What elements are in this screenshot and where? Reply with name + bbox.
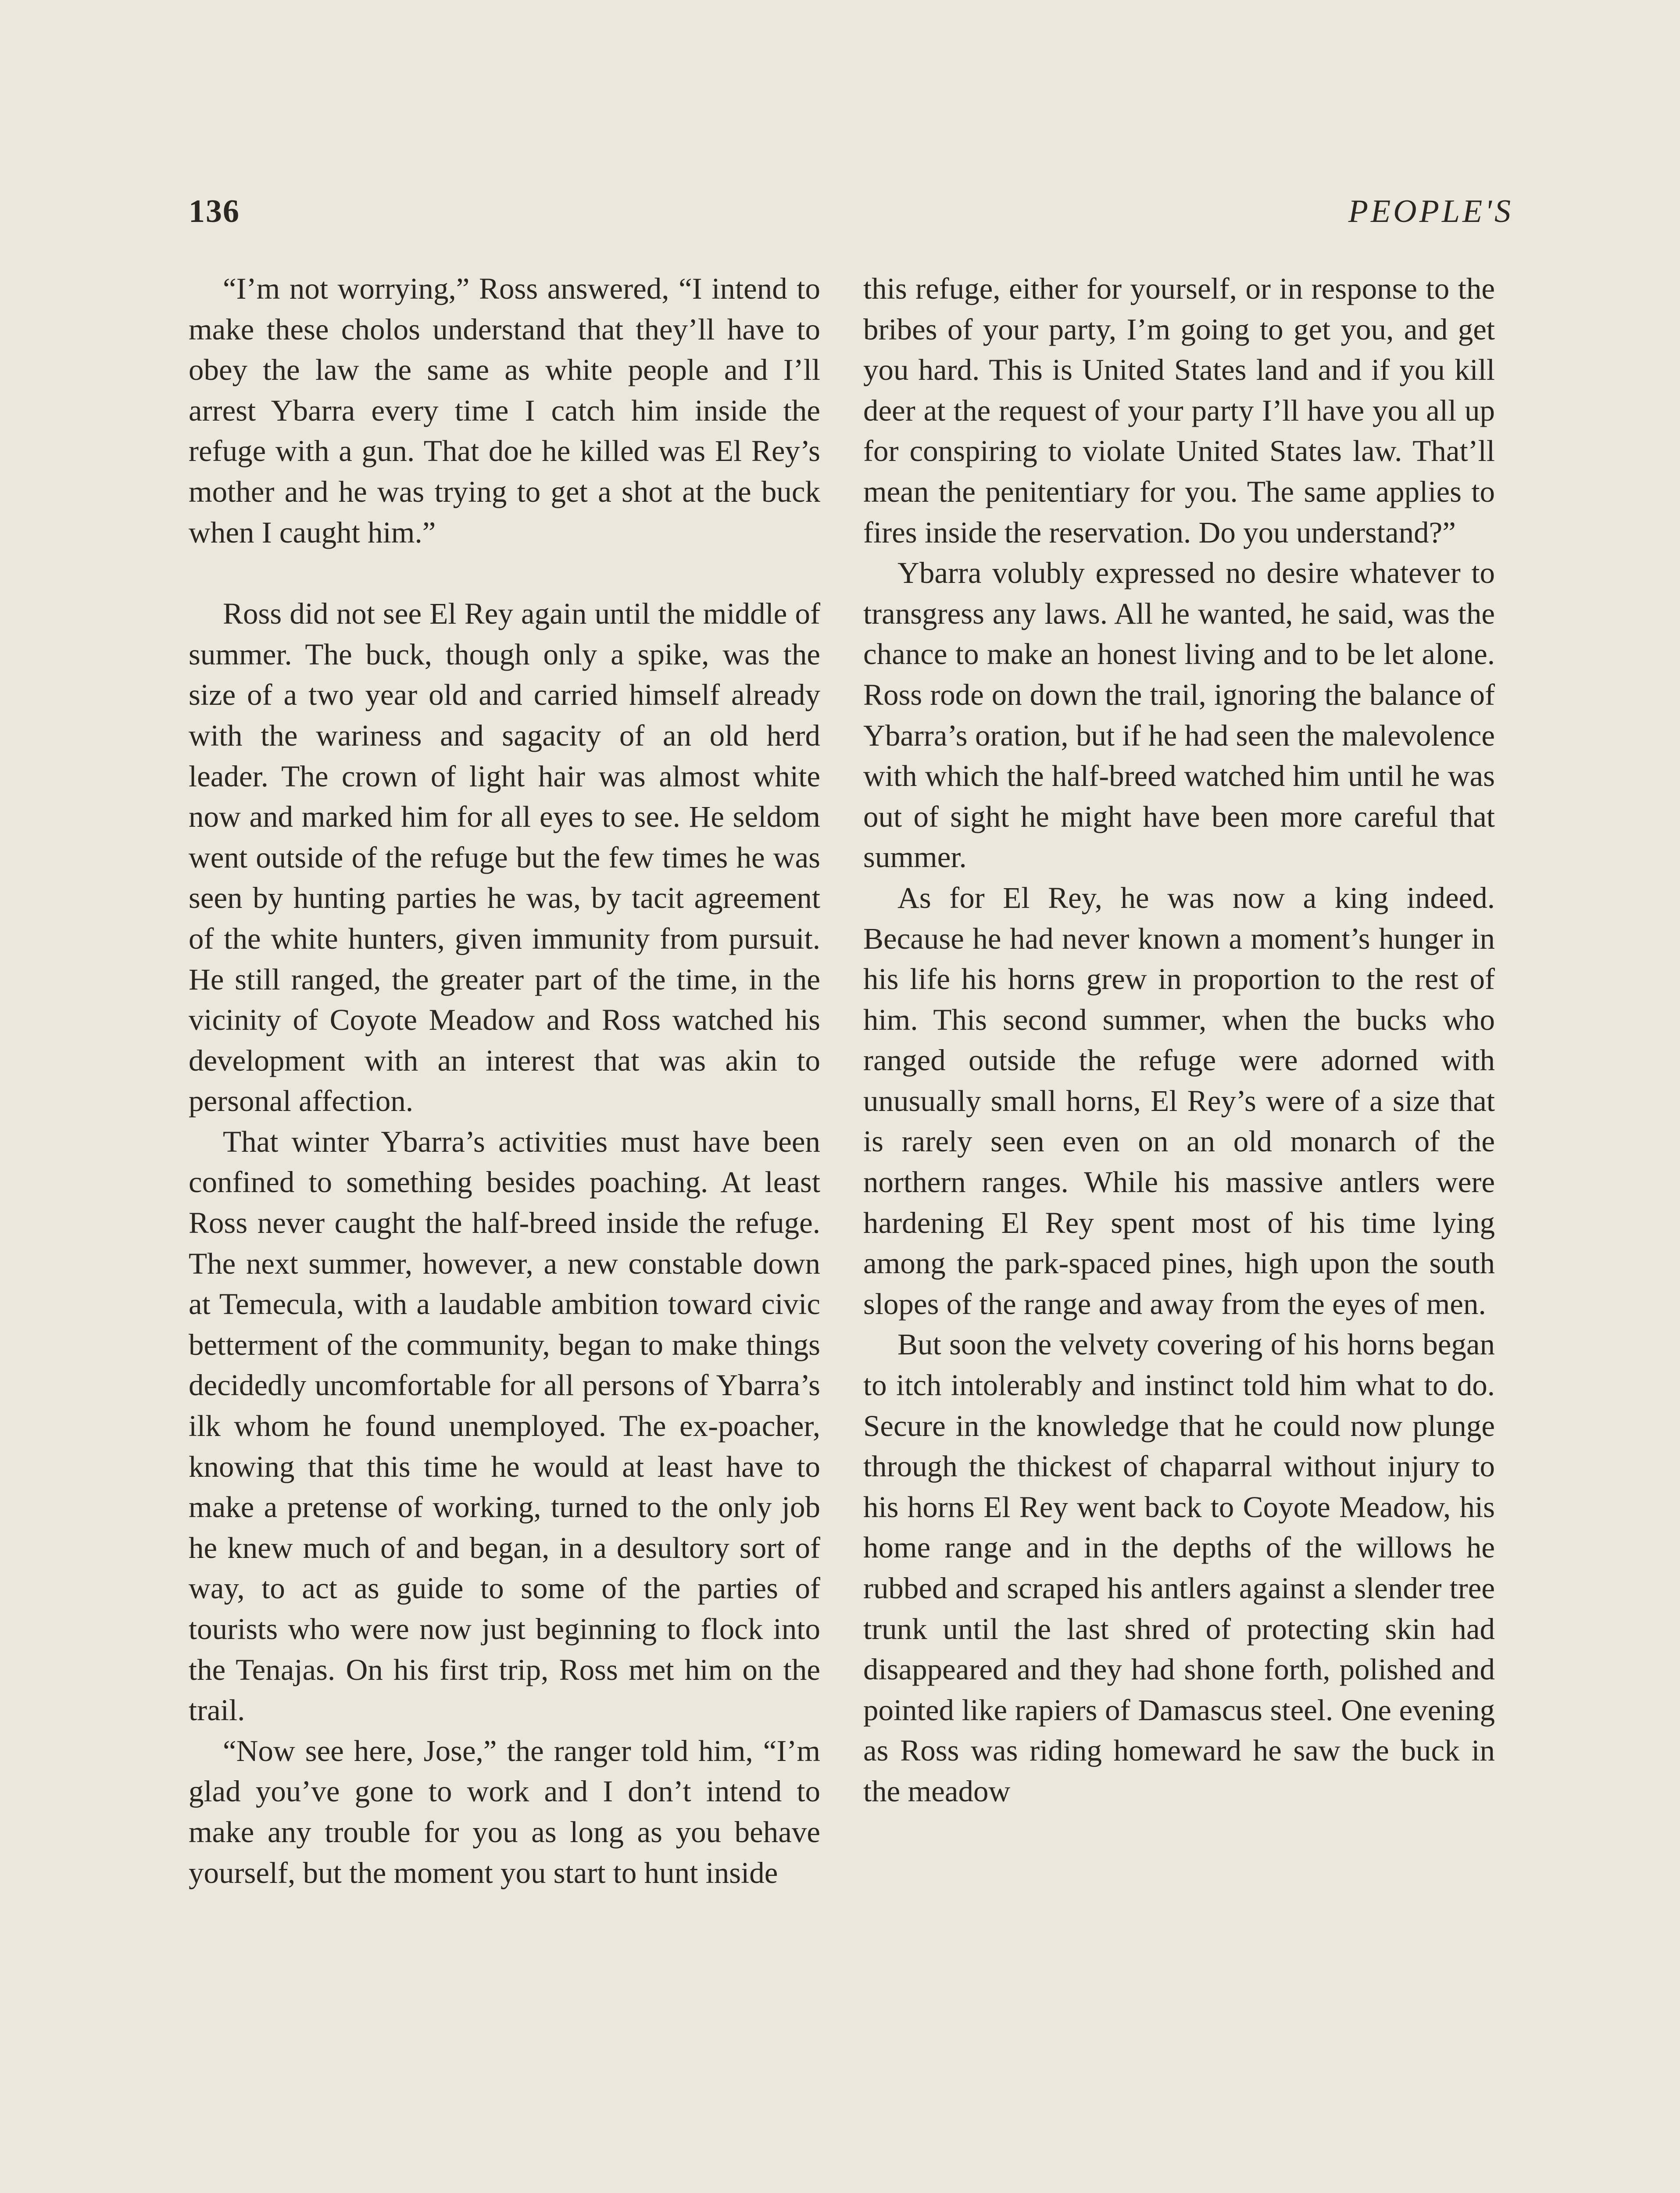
paragraph: As for El Rey, he was now a king indeed. Because he had never known a moment’s hunger in his life his horns grew in proportion to the rest of him. This second summer, when the bucks who ranged outside the refuge were adorned with unusually small horns, El Rey’s were of a size that is rarely seen even on an old monarch of the northern ranges. While his massive antlers were hardening El Rey spent most of his time lying among the park-spaced pines, high upon the south slopes of the range and away from the eyes of men. (863, 881, 1495, 1321)
paragraph: But soon the velvety covering of his horns began to itch intolerably and instinct told him what to do. Secure in the knowledge that he could now plunge through the thickest of chaparral without injury to his horns El Rey went back to Coyote Meadow, his home range and in the depths of the willows he rubbed and scraped his antlers against a slender tree trunk until the last shred of protecting skin had disappeared and they had shone forth, polished and pointed like rapiers of Damascus steel. One evening as Ross was riding homeward he saw the buck in the meadow (863, 1328, 1495, 1808)
paragraph: Ross did not see El Rey again until the middle of summer. The buck, though only a spike, was the size of a two year old and carried himself already with the wariness and sagacity of an old herd leader. The crown of light hair was almost white now and marked him for all eyes to see. He seldom went outside of the refuge but the few times he was seen by hunting parties he was, by tacit agreement of the white hunters, given immunity from pursuit. He still ranged, the greater part of the time, in the vicinity of Coyote Meadow and Ross watched his development with an interest that was akin to personal affection. (189, 597, 820, 1118)
right-column (863, 268, 1495, 1812)
paragraph: this refuge, either for yourself, or in response to the bribes of your party, I’m going to get you, and get you hard. This is United States land and if you kill deer at the request of your party I’ll have you all up for conspiring to violate United States law. That’ll mean the penitentiary for you. The same applies to fires inside the reservation. Do you understand?” (863, 272, 1495, 549)
paragraph: Ybarra volubly expressed no desire whatever to transgress any laws. All he wanted, he said, was the chance to make an honest living and to be let alone. Ross rode on down the trail, ignoring the balance of Ybarra’s oration, but if he had seen the malevolence with which the half-breed watched him until he was out of sight he might have been more careful that summer. (863, 556, 1495, 874)
page-number: 136 (189, 193, 240, 229)
left-column (189, 268, 820, 1893)
paragraph: “I’m not worrying,” Ross answered, “I intend to make these cholos understand that they’ll have to obey the law the same as white people and I’ll arrest Ybarra every time I catch him inside the refuge with a gun. That doe he killed was El Rey’s mother and he was trying to get a shot at the buck when I caught him.” (189, 272, 820, 549)
page-header (189, 193, 1513, 241)
paragraph: That winter Ybarra’s activities must have been confined to something besides poaching. At least Ross never caught the half-breed inside the refuge. The next summer, however, a new constable down at Temecula, with a laudable ambition toward civic betterment of the community, began to make things decidedly uncomfortable for all persons of Ybarra’s ilk whom he found unemployed. The ex-poacher, knowing that this time he would at least have to make a pretense of working, turned to the only job he knew much of and began, in a desultory sort of way, to act as guide to some of the parties of tourists who were now just beginning to flock into the Tenajas. On his first trip, Ross met him on the trail. (189, 1125, 820, 1727)
section-break (189, 553, 820, 593)
running-head: PEOPLE'S (1348, 193, 1513, 229)
paragraph: “Now see here, Jose,” the ranger told him, “I’m glad you’ve gone to work and I don’t intend to make any trouble for you as long as you behave yourself, but the moment you start to hunt inside (189, 1734, 820, 1889)
